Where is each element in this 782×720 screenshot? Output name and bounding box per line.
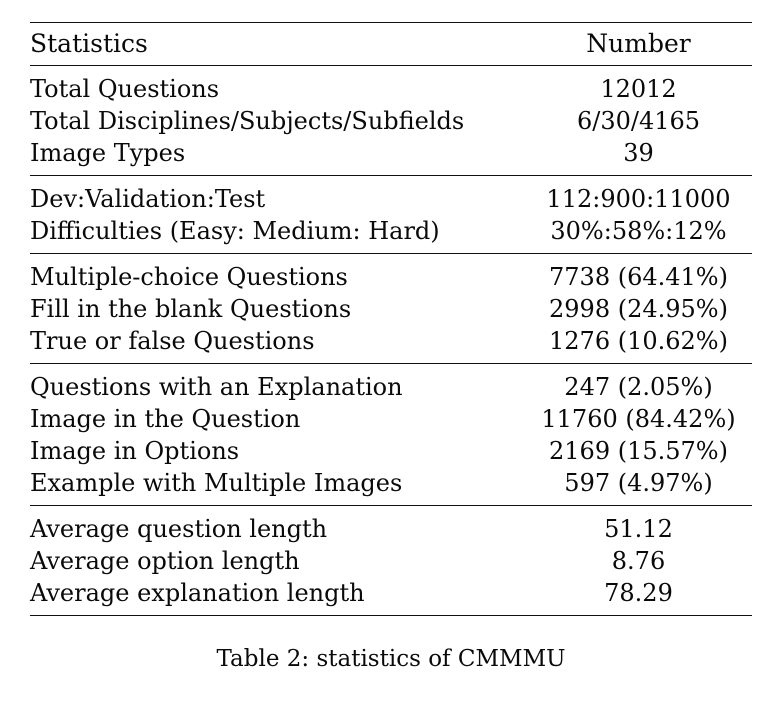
table-body xyxy=(30,23,752,617)
spacer-row xyxy=(30,66,752,73)
row-value: 7738 (64.41%) xyxy=(549,263,728,291)
table-row xyxy=(30,261,752,293)
row-value: 247 (2.05%) xyxy=(564,373,713,401)
spacer-row xyxy=(30,176,752,183)
row-label: Example with Multiple Images xyxy=(30,469,403,497)
table-row xyxy=(30,183,752,215)
table-row xyxy=(30,371,752,403)
table-row xyxy=(30,403,752,435)
column-header-statistics: Statistics xyxy=(30,29,148,58)
table-row xyxy=(30,545,752,577)
table-row xyxy=(30,137,752,169)
row-label: Image in Options xyxy=(30,437,240,465)
row-value: 78.29 xyxy=(604,579,673,607)
row-value: 1276 (10.62%) xyxy=(549,327,728,355)
row-value: 8.76 xyxy=(611,547,666,575)
row-value: 2169 (15.57%) xyxy=(549,437,728,465)
column-header-number: Number xyxy=(586,29,691,58)
row-value: 39 xyxy=(623,139,654,167)
row-label: Image Types xyxy=(30,139,186,167)
row-value: 12012 xyxy=(600,75,677,103)
spacer-row xyxy=(30,506,752,513)
table-row xyxy=(30,325,752,357)
table-row xyxy=(30,435,752,467)
table-caption: Table 2: statistics of CMMMU xyxy=(216,646,566,672)
spacer-row xyxy=(30,364,752,371)
row-label: Total Questions xyxy=(30,75,220,103)
row-value: 6/30/4165 xyxy=(576,107,701,135)
table-bottom-rule xyxy=(30,616,752,617)
row-label: True or false Questions xyxy=(30,327,315,355)
row-value: 51.12 xyxy=(604,515,673,543)
table-row xyxy=(30,215,752,247)
spacer-row xyxy=(30,254,752,261)
row-value: 597 (4.97%) xyxy=(564,469,713,497)
row-value: 112:900:11000 xyxy=(546,185,731,213)
row-value: 11760 (84.42%) xyxy=(541,405,736,433)
row-label: Multiple-choice Questions xyxy=(30,263,348,291)
table-row xyxy=(30,105,752,137)
row-value: 2998 (24.95%) xyxy=(549,295,728,323)
row-label: Average explanation length xyxy=(30,579,365,607)
row-label: Fill in the blank Questions xyxy=(30,295,352,323)
row-label: Difficulties (Easy: Medium: Hard) xyxy=(30,217,440,245)
row-label: Average question length xyxy=(30,515,328,543)
row-label: Image in the Question xyxy=(30,405,301,433)
table-row xyxy=(30,513,752,545)
table-row xyxy=(30,467,752,499)
row-label: Questions with an Explanation xyxy=(30,373,403,401)
row-value: 30%:58%:12% xyxy=(550,217,727,245)
rule-bottom xyxy=(30,616,752,617)
statistics-table xyxy=(30,22,752,616)
table-row xyxy=(30,73,752,105)
table-row xyxy=(30,577,752,609)
row-label: Total Disciplines/Subjects/Subfields xyxy=(30,107,465,135)
row-label: Dev:Validation:Test xyxy=(30,185,266,213)
row-label: Average option length xyxy=(30,547,300,575)
table-header-row xyxy=(30,23,752,66)
table-row xyxy=(30,293,752,325)
